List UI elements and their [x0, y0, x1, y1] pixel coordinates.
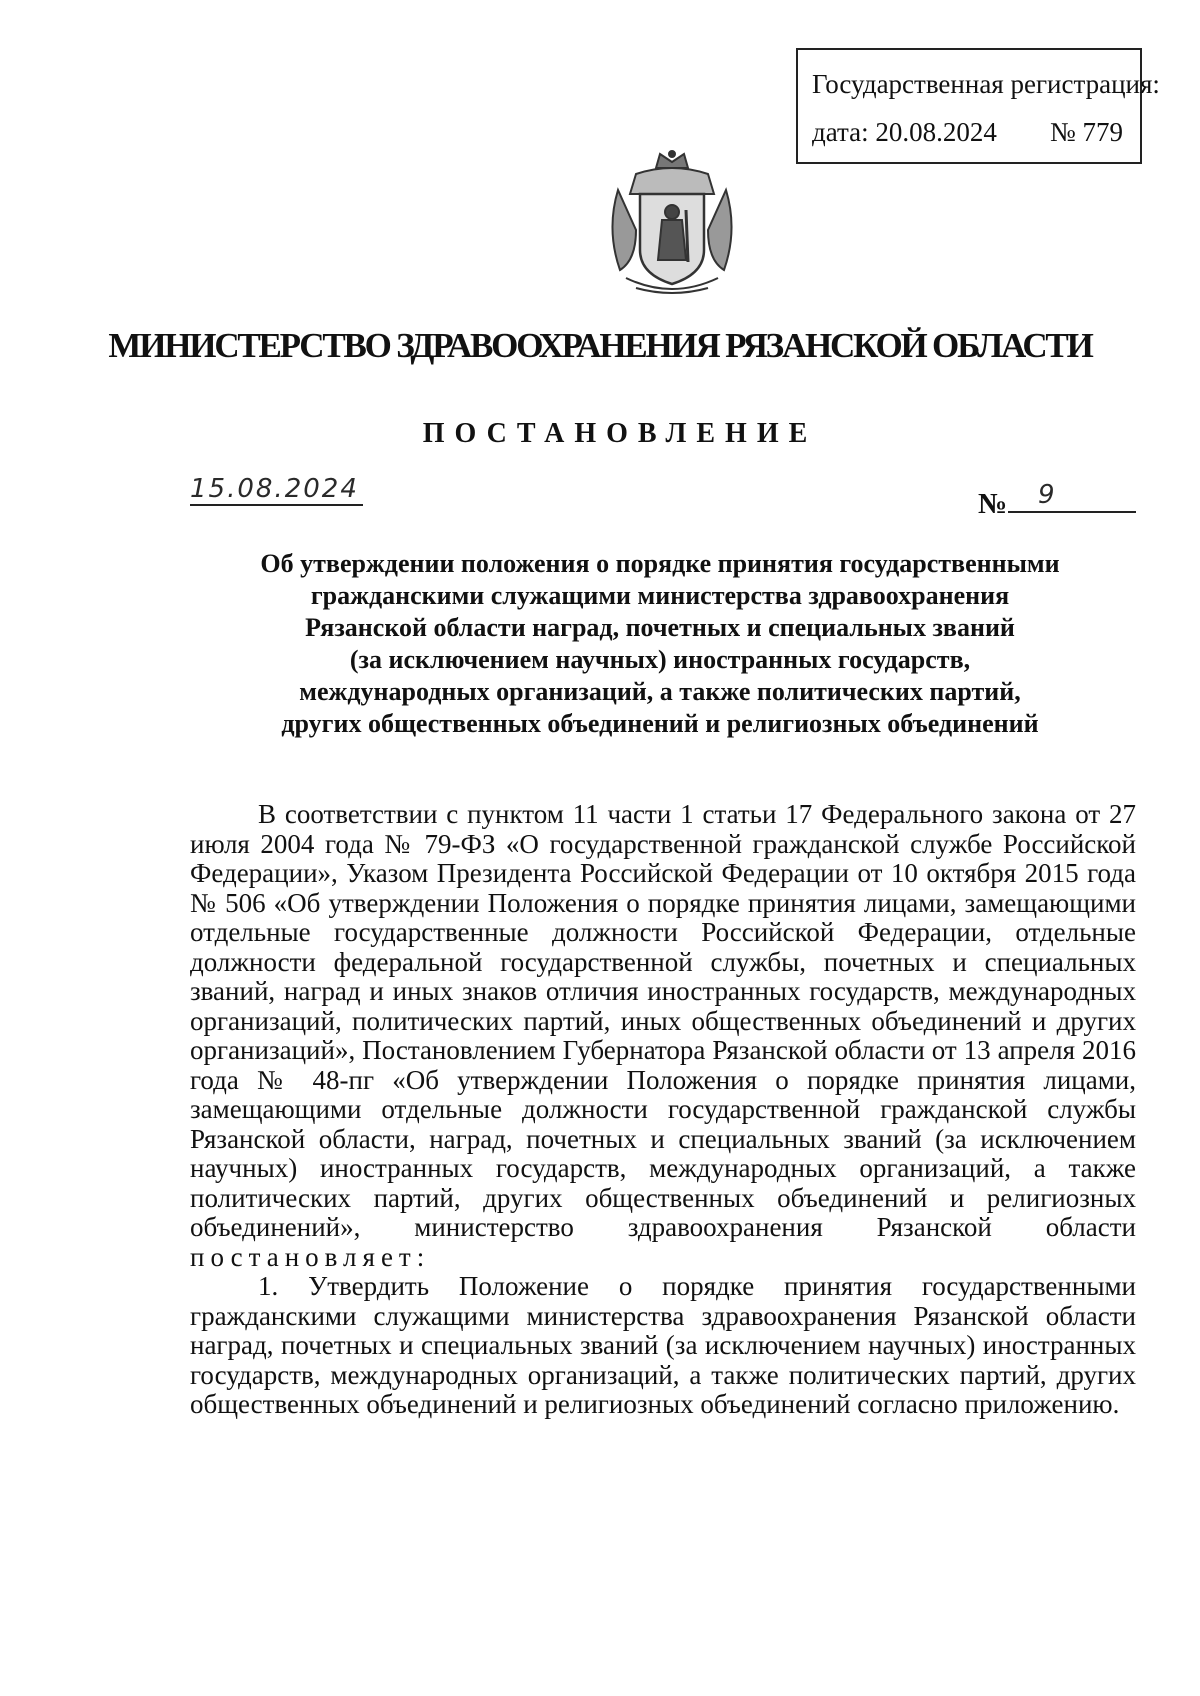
title-line: международных организаций, а также политических партий,	[299, 677, 1021, 706]
document-number-label: №	[978, 488, 1008, 520]
preamble-paragraph	[190, 800, 1136, 1272]
resolves-word: постановляет:	[190, 1241, 431, 1272]
coat-of-arms-icon	[596, 150, 748, 300]
title-line: Об утверждении положения о порядке принятия государственными	[260, 549, 1060, 578]
preamble-text: В соответствии с пунктом 11 части 1 статьи 17 Федерального закона от 27 июля 2004 года № 79-ФЗ «О государственной гражданской службе Российской Федерации», Указом Президента Российской Федерации от 10 октября 2015 года № 506 «Об утверждении Положения о порядке принятия лицами, замещающими отдельные государственные должности Российской Федерации, отдельные должности федеральной государственной службы, почетных и специальных званий, наград и иных знаков отличия иностранных государств, международных организаций, политических партий, иных общественных объединений и других организаций», Постановлением Губернатора Рязанской области от 13 апреля 2016 года № 48-пг «Об утверждении Положения о порядке принятия лицами, замещающими отдельные должности государственной гражданской службы Рязанской области, наград, почетных и специальных званий (за исключением научных) иностранных государств, международных организаций, а также политических партий, других общественных объединений и религиозных объединений», министерство здравоохранения Рязанской области	[190, 799, 1136, 1242]
registration-title: Государственная регистрация:	[812, 69, 1160, 99]
registration-date: дата: 20.08.2024	[812, 117, 997, 147]
document-body	[190, 800, 1136, 1420]
title-line: гражданскими служащими министерства здравоохранения	[310, 581, 1010, 610]
document-date: 15.08.2024	[190, 475, 363, 506]
document-title	[130, 548, 1190, 740]
title-line: (за исключением научных) иностранных государств,	[349, 645, 971, 674]
item-1-paragraph: 1. Утвердить Положение о порядке принятия государственными гражданскими служащими министерства здравоохранения Рязанской области наград, почетных и специальных званий (за исключением научных) иностранных государств, международных организаций, а также политических партий, других общественных объединений и религиозных объединений согласно приложению.	[190, 1271, 1136, 1419]
registration-number: № 779	[1050, 117, 1124, 147]
document-number: 9	[1008, 480, 1136, 513]
title-line: Рязанской области наград, почетных и специальных званий	[305, 613, 1015, 642]
title-line: других общественных объединений и религиозных объединений	[281, 709, 1039, 738]
registration-stamp	[796, 48, 1160, 164]
document-type: ПОСТАНОВЛЕНИЕ	[422, 418, 818, 449]
ministry-name: МИНИСТЕРСТВО ЗДРАВООХРАНЕНИЯ РЯЗАНСКОЙ ОБЛАСТИ	[108, 326, 1092, 365]
